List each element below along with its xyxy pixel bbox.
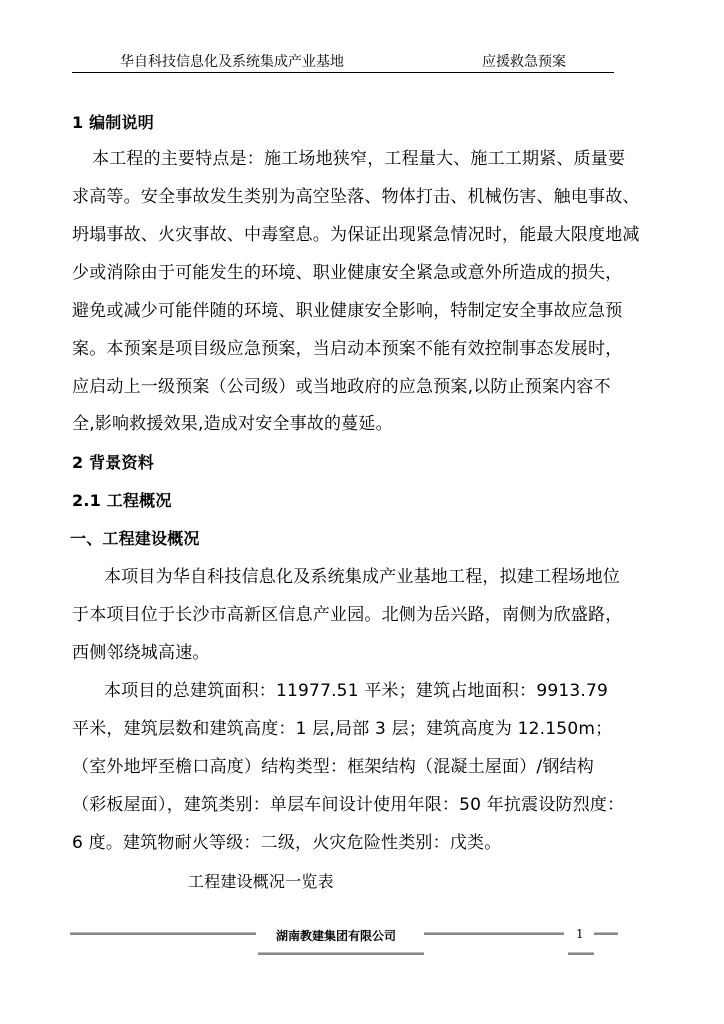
paragraph-line: 全,影响救援效果,造成对安全事故的蔓延。: [72, 414, 393, 434]
footer-rule-pageno-lower: [568, 952, 594, 955]
footer-rule-center-lower: [258, 952, 424, 955]
paragraph-line: 避免或减少可能伴随的环境、职业健康安全影响，特制定安全事故应急预: [72, 301, 623, 321]
paragraph-line: 本项目为华自科技信息化及系统集成产业基地工程，拟建工程场地位: [104, 567, 620, 587]
footer-company-name: 湖南教建集团有限公司: [276, 929, 397, 943]
section-heading-2: 2 背景资料: [72, 453, 154, 472]
header-project-name: 华自科技信息化及系统集成产业基地: [120, 54, 344, 70]
paragraph-line: 平米，建筑层数和建筑高度：1 层,局部 3 层；建筑高度为 12.150m；: [72, 719, 613, 739]
subsection-heading-project: 一、工程建设概况: [70, 529, 200, 548]
paragraph-line: 西侧邻绕城高速。: [72, 643, 210, 663]
paragraph-line: 本工程的主要特点是：施工场地狭窄，工程量大、施工工期紧、质量要: [92, 149, 626, 169]
header-document-title: 应援救急预案: [482, 54, 566, 70]
paragraph-line: 求高等。安全事故发生类别为高空坠落、物体打击、机械伤害、触电事故、: [72, 187, 640, 207]
footer-rule-right-upper: [424, 932, 564, 935]
table-caption: 工程建设概况一览表: [188, 872, 334, 891]
paragraph-line: （彩板屋面），建筑类别：单层车间设计使用年限：50 年抗震设防烈度：: [72, 795, 625, 815]
paragraph-line: （室外地坪至檐口高度）结构类型：框架结构（混凝土屋面）/钢结构: [72, 757, 594, 777]
paragraph-line: 应启动上一级预案（公司级）或当地政府的应急预案,以防止预案内容不: [72, 377, 611, 397]
paragraph-line: 本项目的总建筑面积：11977.51 平米；建筑占地面积：9913.79: [104, 681, 609, 701]
paragraph-line: 案。本预案是项目级应急预案，当启动本预案不能有效控制事态发展时，: [72, 339, 623, 359]
page-header: [72, 52, 614, 73]
subsection-heading-2-1: 2.1 工程概况: [72, 491, 172, 510]
paragraph-line: 坍塌事故、火灾事故、中毒窒息。为保证出现紧急情况时，能最大限度地减: [72, 225, 640, 245]
paragraph-line: 少或消除由于可能发生的环境、职业健康安全紧急或意外所造成的损失，: [72, 263, 623, 283]
section-heading-1: 1 编制说明: [72, 113, 154, 132]
page-number: 1: [576, 927, 584, 941]
paragraph-line: 于本项目位于长沙市高新区信息产业园。北侧为岳兴路，南侧为欣盛路，: [72, 605, 623, 625]
footer-rule-left-upper: [70, 932, 256, 935]
page-footer: [0, 920, 724, 960]
footer-rule-far-right: [594, 932, 618, 935]
paragraph-line: 6 度。建筑物耐火等级：二级，火灾危险性类别：戊类。: [72, 833, 502, 853]
